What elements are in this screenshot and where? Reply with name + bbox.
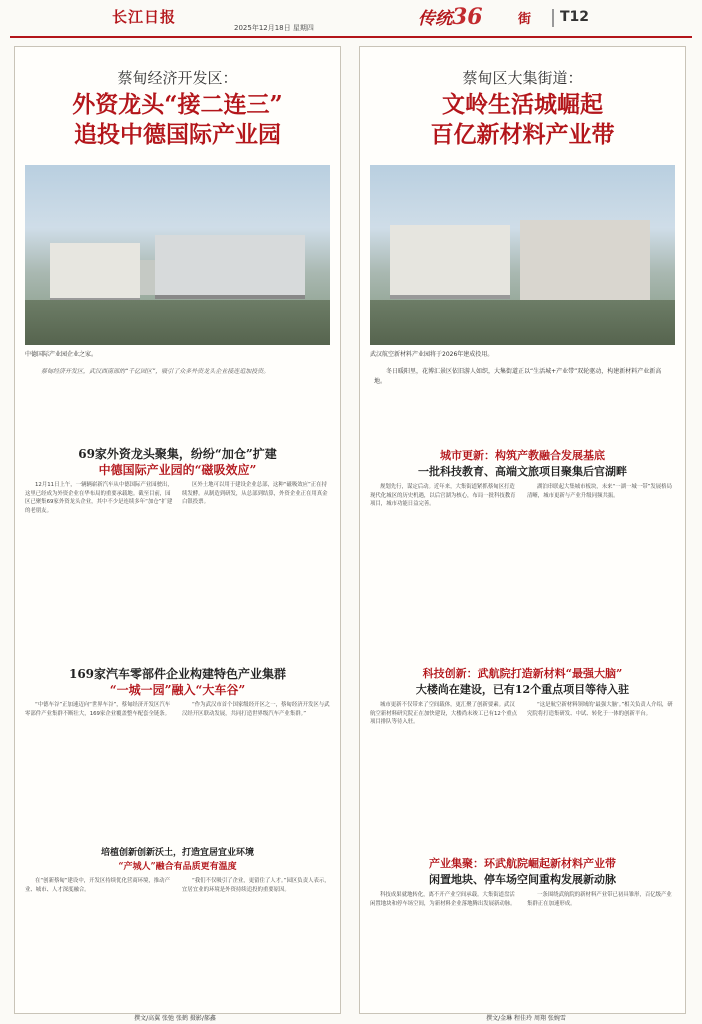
left-sec3-title: 培植创新创新沃土，打造宜居宜业环境 [100,848,254,858]
right-sec1-col2 [527,483,677,663]
paragraph: 12月11日上午，一辆辆崭新汽车从中德国际产业园驶出，这里已经成为外资企业在华布局的重要承载地。截至目前，园区已聚集69家外资龙头企业，其中不少是连续多年“加仓”扩建的老朋友。 [25,482,173,514]
right-sec3-col1 [370,891,520,1001]
right-sec2-heading [360,665,685,681]
right-lead: 冬日暖阳里，花博汇景区依旧游人如织，大集街道正以“生活城+产业带”双轮驱动，构建新材料产业新高地。 [374,368,662,385]
left-sec1-col2 [182,481,332,661]
left-sec2-col2 [182,701,332,841]
paragraph: “这是航空新材料领域的‘最强大脑’。”相关负责人介绍，研究院将打造集研发、中试、转化于一体的创新平台。 [527,702,673,717]
left-sec3-col1 [25,877,175,997]
right-sec2-title: 大楼尚在建设，已有12个重点项目等待入驻 [415,683,630,696]
right-sec3-col2 [527,891,677,1001]
paragraph: 湖泊串联起大集城市板块，未来“一湖一城一带”发展格局清晰，城市更新与产业升级同频共振。 [527,484,672,499]
photo-road [25,300,330,345]
right-photo-caption: 武汉航空新材料产业园将于2026年建成投用。 [370,351,494,358]
newspaper-logo: 长江日报 [112,8,177,26]
right-byline: 撰文/金琳 程佳玲 周翔 张婉雪 [486,1015,566,1022]
right-article [359,46,686,1014]
left-sec1-subtitle: 中德国际产业园的“磁吸效应” [98,463,257,477]
left-photo-caption: 中德国际产业园企业之家。 [25,351,98,358]
left-sec2-subtitle: “一城一园”融入“大车谷” [109,683,246,697]
paragraph: 区外土地可以用于建设企业总部，这种“磁吸效应”正在持续发酵。从制造到研发，从总部到结算，外资企业正在用真金白银投票。 [182,482,328,506]
photo-building [155,235,305,299]
left-sec2-title: 169家汽车零部件企业构建特色产业集群 [68,667,287,681]
left-photo [25,165,330,345]
right-sec1-heading [360,447,685,463]
right-sec3-label2: 环武航院崛起新材料产业带 [484,857,616,870]
left-sec3-col2 [182,877,332,997]
left-sec1-title: 69家外资龙头聚集，纷纷“加仓”扩建 [78,447,277,461]
left-headline-line2: 追投中德国际产业园 [74,121,281,148]
section-title-text: 传统 [418,9,452,29]
issue-date: 2025年12月18日 星期四 [234,24,314,32]
right-subhead: 蔡甸区大集街道： [462,69,583,87]
section-title [418,4,483,30]
right-sec2-col1 [370,701,520,851]
right-sec2-label2: 武航院打造新材料“最强大脑” [477,667,623,680]
left-lead: 蔡甸经济开发区，武汉西南部的“千亿园区”，吸引了众多外资龙头企业接连追加投资。 [41,368,270,375]
masthead [0,0,702,36]
paragraph: “作为武汉市首个国家级经开区之一，蔡甸经济开发区与武汉经开区联动发展，共同打造世界级汽车产业集群。” [182,702,330,717]
masthead-rule [10,36,692,38]
right-sec2-label: 科技创新： [422,667,478,680]
left-article [14,46,341,1014]
section-title-number: 36 [452,4,483,30]
right-headline-line2: 百亿新材料产业带 [430,121,615,148]
left-sec3-subtitle: “产城人”融合有品质更有温度 [118,862,237,872]
paragraph: 城市更新不仅带来了空间载体，更汇聚了创新要素。武汉航空新材料研究院正在加快建设，大楼尚未竣工已有12个重点项目排队等待入驻。 [370,702,518,726]
paragraph: 一条围绕武航院的新材料产业带已初具雏形，百亿级产业集群正在加速形成。 [527,892,672,907]
section-street: 街 [518,12,532,27]
right-sec1-label: 城市更新： [440,449,495,462]
paragraph: 规划先行，谋定后动。近年来，大集街道紧抓蔡甸区打造现代化城区的历史机遇，以后官湖为核心，布局一批科技教育项目，城市功能日益完善。 [370,484,516,508]
right-photo [370,165,675,345]
paragraph: 科技成果就地转化，离不开产业空间承载。大集街道盘活闲置地块和停车场空间，为新材料企业落地腾出发展新动脉。 [370,892,516,907]
left-byline: 撰文/高翼 张弛 张鹤 摄影/郝鑫 [134,1015,216,1022]
right-sec3-title: 闲置地块、停车场空间重构发展新动脉 [429,873,616,886]
right-sec1-col1 [370,483,520,663]
photo-building [50,243,140,302]
paragraph: 在“创新蔡甸”建设中，开发区持续优化营商环境，推动产业、城市、人才深度融合。 [25,878,170,893]
photo-road [370,300,675,345]
photo-building [520,220,650,304]
right-sec2-col2 [527,701,677,851]
left-subhead: 蔡甸经济开发区： [117,69,238,87]
right-sec3-heading [360,855,685,871]
right-sec1-title: 一批科技教育、高端文旅项目聚集后官湖畔 [418,465,627,478]
photo-building [390,225,510,299]
page-number: T12 [552,9,594,27]
right-sec3-label: 产业集聚： [429,857,484,870]
paragraph: “中德车谷”正加速迈向“世界车谷”，蔡甸经济开发区汽车零部件产业集群不断壮大，169家企业覆盖整车配套全链条。 [25,702,171,717]
paragraph: “我们不仅吸引了企业，更留住了人才。”园区负责人表示，宜居宜业的环境是外资持续追投的重要原因。 [182,878,330,893]
right-sec1-label2: 构筑产教融合发展基底 [495,449,605,462]
left-headline-line1: 外资龙头“接二连三” [72,91,283,118]
left-sec2-col1 [25,701,175,841]
right-headline-line1: 文岭生活城崛起 [442,91,603,118]
left-sec1-col1 [25,481,175,661]
